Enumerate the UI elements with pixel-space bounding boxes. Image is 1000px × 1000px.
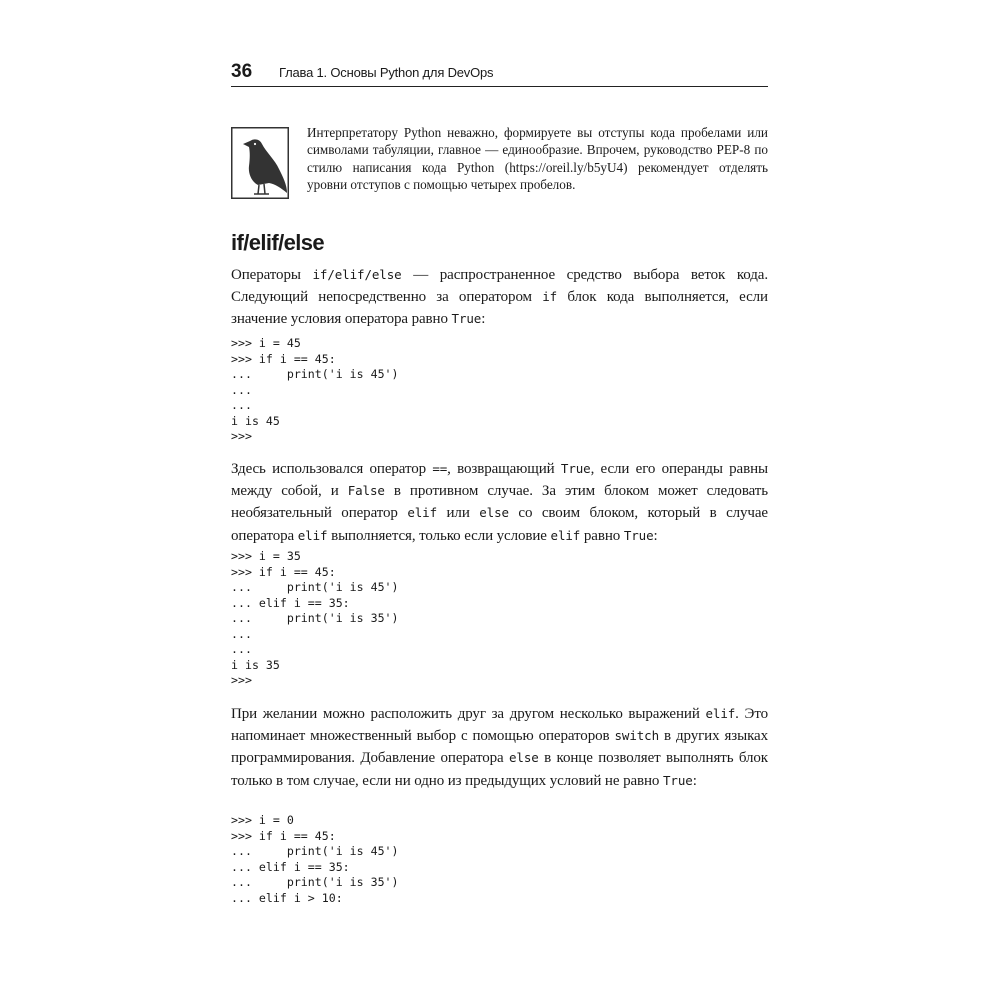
paragraph-text: — распространенное средство выбора веток кода. Следующий непосредственно за оператором [231, 267, 768, 306]
page-header [231, 60, 768, 87]
paragraph-2 [231, 458, 768, 547]
inline-code: else [509, 750, 539, 766]
paragraph-text: блок кода выполняется, если значение условия оператора равно [231, 289, 768, 328]
inline-code: if/elif/else [312, 267, 402, 282]
paragraph-text: со своим блоком, который в случае оператора [231, 505, 768, 544]
paragraph-text: в конце позволяет выполнять блок только в том случае, если ни одно из предыдущих условий не равно [231, 750, 768, 789]
inline-code: True [663, 772, 693, 788]
crow-icon [231, 127, 289, 199]
paragraph-text: . Это напоминает множественный выбор с помощью операторов [231, 706, 768, 745]
running-title: Глава 1. Основы Python для DevOps [279, 65, 494, 80]
paragraph-text: выполняется, только если условие [327, 527, 551, 544]
paragraph-text: , возвращающий [447, 461, 561, 477]
paragraph-text: : [481, 311, 486, 328]
note-box [231, 124, 768, 204]
paragraph-text: равно [580, 527, 624, 544]
page-number: 36 [231, 61, 253, 82]
code-block-1: >>> i = 45 >>> if i == 45: ... print('i is 45') ... ... i is 45 >>> [231, 336, 399, 443]
paragraph-text: При желании можно расположить друг за другом несколько выражений [231, 706, 706, 722]
book-page [231, 0, 768, 1000]
paragraph-text: Операторы [231, 267, 313, 283]
paragraph-text: : [692, 772, 697, 789]
inline-code: elif [705, 706, 736, 721]
paragraph-3 [231, 703, 768, 792]
paragraph-text: в других языках программирования. Добавление оператора [231, 728, 769, 767]
paragraph-text: в противном случае. За этим блоком может следовать необязательный оператор [231, 483, 768, 522]
paragraph-text: или [437, 505, 480, 522]
inline-code: else [479, 505, 509, 521]
inline-code: == [432, 461, 448, 476]
section-title: if/elif/else [231, 230, 325, 255]
inline-code: True [451, 311, 482, 327]
code-block-3: >>> i = 0 >>> if i == 45: ... print('i is 45') ... elif i == 35: ... print('i is 35') ... elif i > 10: [231, 813, 399, 905]
paragraph-text: , если его операнды равны между собой, и [231, 461, 768, 500]
note-text: Интерпретатору Python неважно, формируете вы отступы кода пробелами или символами табуляции, главное — единообразие. Впрочем, руководство PEP-8 по стилю написания кода Python (https://oreil.ly/b5yU4) рекомендует отделять уровни отступов с помощью четырех пробелов. [307, 125, 768, 193]
code-block-2: >>> i = 35 >>> if i == 45: ... print('i is 45') ... elif i == 35: ... print('i is 35') ... ... i is 35 >>> [231, 549, 399, 687]
inline-code: True [560, 461, 591, 476]
paragraph-text: Здесь использовался оператор [231, 461, 433, 477]
inline-code: elif [297, 527, 328, 543]
inline-code: elif [550, 527, 581, 543]
inline-code: if [542, 289, 558, 305]
paragraph-1 [231, 264, 768, 331]
inline-code: True [623, 527, 654, 543]
inline-code: False [347, 483, 385, 499]
inline-code: elif [407, 505, 438, 521]
inline-code: switch [614, 728, 660, 744]
paragraph-text: : [653, 527, 658, 544]
